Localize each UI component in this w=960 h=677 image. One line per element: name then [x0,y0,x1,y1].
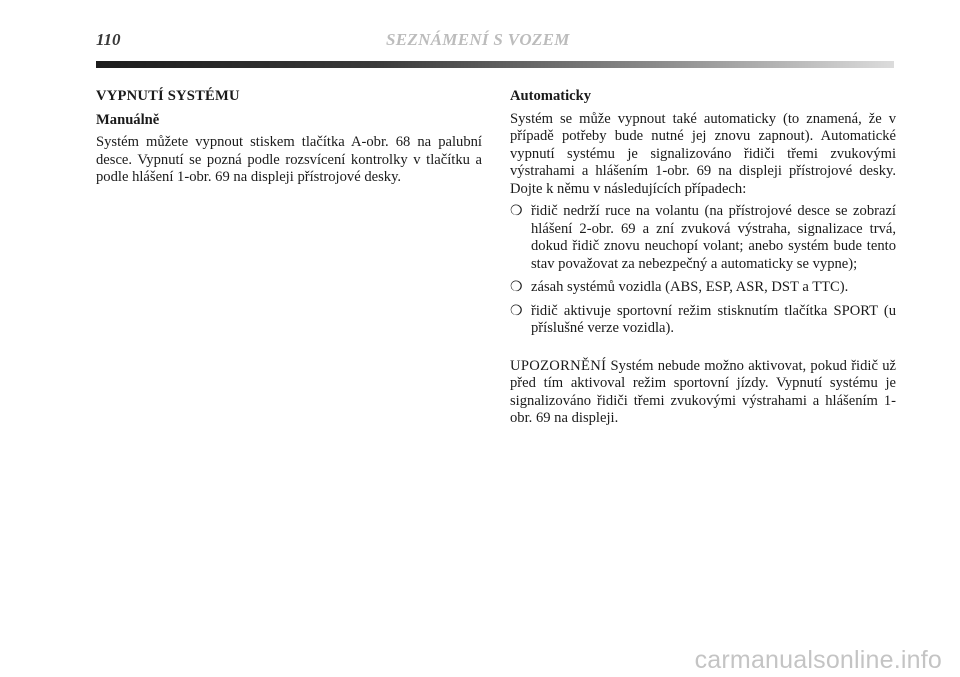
list-item-text: zásah systémů vozidla (ABS, ESP, ASR, DST a TTC). [531,279,849,295]
list-item-text: řidič nedrží ruce na volantu (na přístrojové desce se zobrazí hlášení 2-obr. 69 a zní zvuková výstraha, signalizace trvá, dokud řidič znovu neuchopí volant; anebo systém bude tento stav považovat za nebezpečný a automaticky se vypne); [531,203,896,272]
manual-paragraph: Systém můžete vypnout stiskem tlačítka A-obr. 68 na palubní desce. Vypnutí se pozná podle rozsvícení kontrolky v tlačítku a podle hlášení 1-obr. 69 na displeji přístrojové desky. [96,134,482,185]
page-number: 110 [96,30,121,49]
list-item-text: řidič aktivuje sportovní režim stisknutím tlačítka SPORT (u příslušné verze vozidla). [531,302,896,336]
watermark: carmanualsonline.info [694,646,942,674]
circle-bullet-icon: ❍ [510,303,523,319]
list-item [510,303,896,338]
warning-label: UPOZORNĚNÍ [510,357,607,374]
subsection-title-manual: Manuálně [96,111,160,128]
warning-text: Systém nebude možno aktivovat, pokud řidič už před tím aktivoval režim sportovní jízdy. Vypnutí systému je signalizováno řidiči třemi zvukovými výstrahami a hlášením 1-obr. 69 na displeji. [510,357,896,426]
automatic-intro-paragraph: Systém se může vypnout také automaticky (to znamená, že v případě potřeby bude nutné jej znovu zapnout). Automatické vypnutí systému je signalizováno řidiči třemi zvukovými výstrahami a hlášením 1-obr. 69 na displeji přístrojové desky. Dojte k němu v následujících případech: [510,110,896,197]
right-column [510,88,896,428]
header-rule [96,61,894,68]
circle-bullet-icon: ❍ [510,204,523,219]
list-item [510,279,896,297]
section-title: VYPNUTÍ SYSTÉMU [96,88,240,104]
circle-bullet-icon: ❍ [510,280,523,295]
conditions-list [510,203,896,338]
left-column [96,88,482,187]
subsection-title-automatic: Automaticky [510,88,592,104]
warning-note [510,358,896,428]
list-item [510,203,896,273]
running-title: SEZNÁMENÍ S VOZEM [386,30,570,49]
